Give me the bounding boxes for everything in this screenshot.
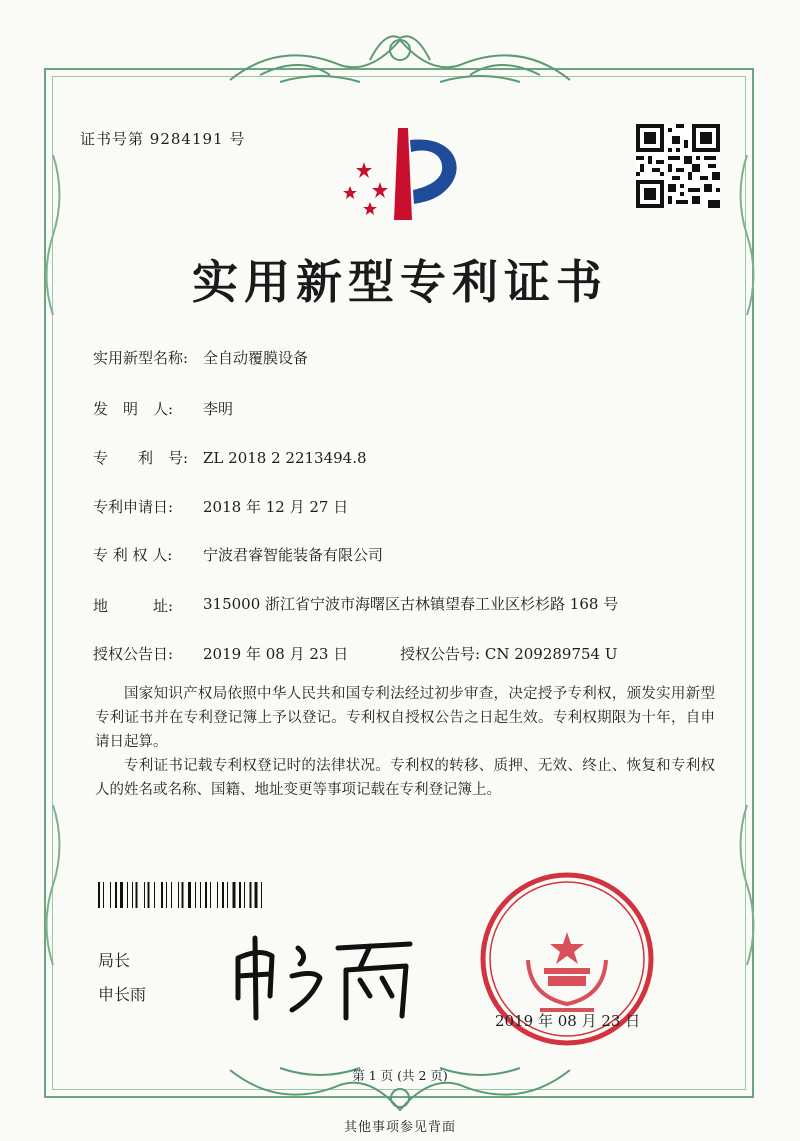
- field-value: 全自动覆膜设备: [203, 349, 309, 367]
- barcode-bar: [244, 882, 245, 908]
- field-patent-number: [93, 447, 367, 468]
- field-patentee: [93, 544, 383, 565]
- certificate-number-value: 9284191: [149, 130, 224, 148]
- barcode-bar: [135, 882, 137, 908]
- field-value: ZL 2018 2 2213494.8: [203, 449, 367, 467]
- barcode-bar: [115, 882, 117, 908]
- barcode: [98, 882, 304, 908]
- seal-date: 2019 年 08 月 23 日: [495, 1012, 641, 1030]
- page-indicator: 第 1 页 (共 2 页): [352, 1068, 448, 1083]
- cnipa-logo: [336, 120, 476, 235]
- barcode-bar: [200, 882, 201, 908]
- field-label: 专 利 权 人:: [93, 546, 173, 564]
- certificate-title: 实用新型专利证书: [192, 255, 608, 309]
- official-name: 申长雨: [98, 985, 147, 1004]
- field-utility-model-name: [93, 347, 308, 368]
- barcode-bar: [210, 882, 211, 908]
- barcode-bar: [195, 882, 196, 908]
- barcode-bar: [98, 882, 100, 908]
- field-address-label: 地 址:: [93, 597, 174, 615]
- barcode-bar: [178, 882, 179, 908]
- certificate-number-suffix: 号: [229, 130, 246, 148]
- barcode-bar: [181, 882, 183, 908]
- body-paragraph-1: 国家知识产权局依照中华人民共和国专利法经过初步审查，决定授予专利权，颁发实用新型专利证书并在专利登记簿上予以登记。专利权自授权公告之日起生效。专利权期限为十年，自申请日起算。: [95, 686, 715, 750]
- field-grant-announcement-date: [93, 643, 348, 664]
- barcode-bar: [188, 882, 191, 908]
- field-label: 专 利 号:: [93, 449, 189, 467]
- official-title: 局长: [98, 951, 131, 970]
- barcode-bar: [205, 882, 207, 908]
- certificate-number: [80, 128, 245, 149]
- field-label: 专利申请日:: [93, 498, 174, 516]
- barcode-bar: [239, 882, 241, 908]
- qr-code: [636, 124, 720, 208]
- field-inventor: [93, 398, 233, 419]
- field-value: 宁波君睿智能装备有限公司: [203, 546, 384, 564]
- field-label: 实用新型名称:: [93, 349, 189, 367]
- field-value: 2018 年 12 月 27 日: [203, 498, 349, 516]
- barcode-bar: [222, 882, 224, 908]
- field-value: CN 209289754 U: [484, 645, 618, 663]
- barcode-bar: [232, 882, 235, 908]
- field-label: 授权公告日:: [93, 645, 174, 663]
- field-value: 2019 年 08 月 23 日: [203, 645, 349, 663]
- barcode-bar: [132, 882, 133, 908]
- top-ornament: [220, 20, 580, 90]
- barcode-bar: [127, 882, 128, 908]
- field-address-value: 315000 浙江省宁波市海曙区古林镇望春工业区杉杉路 168 号: [203, 595, 619, 613]
- barcode-bar: [217, 882, 218, 908]
- barcode-bar: [144, 882, 145, 908]
- side-ornament: [732, 800, 762, 970]
- field-application-date: [93, 496, 348, 517]
- handwritten-signature: [220, 918, 420, 1028]
- field-value: 李明: [203, 400, 234, 418]
- field-label: 授权公告号:: [400, 645, 481, 663]
- field-grant-announcement-number: [400, 643, 618, 664]
- barcode-bar: [120, 882, 123, 908]
- barcode-bar: [161, 882, 163, 908]
- barcode-bar: [110, 882, 111, 908]
- barcode-bar: [166, 882, 167, 908]
- barcode-bar: [103, 882, 104, 908]
- certificate-number-label: 证书号第: [80, 130, 145, 148]
- body-paragraph-2: 专利证书记载专利权登记时的法律状况。专利权的转移、质押、无效、终止、恢复和专利权人的姓名或名称、国籍、地址变更等事项记载在专利登记簿上。: [95, 758, 715, 798]
- barcode-bar: [154, 882, 155, 908]
- side-ornament: [38, 800, 68, 970]
- barcode-bar: [261, 882, 262, 908]
- barcode-bar: [147, 882, 149, 908]
- field-label: 发 明 人:: [93, 400, 174, 418]
- barcode-bar: [254, 882, 257, 908]
- barcode-bar: [171, 882, 172, 908]
- barcode-bar: [227, 882, 228, 908]
- footer-note: 其他事项参见背面: [343, 1120, 456, 1135]
- barcode-bar: [249, 882, 251, 908]
